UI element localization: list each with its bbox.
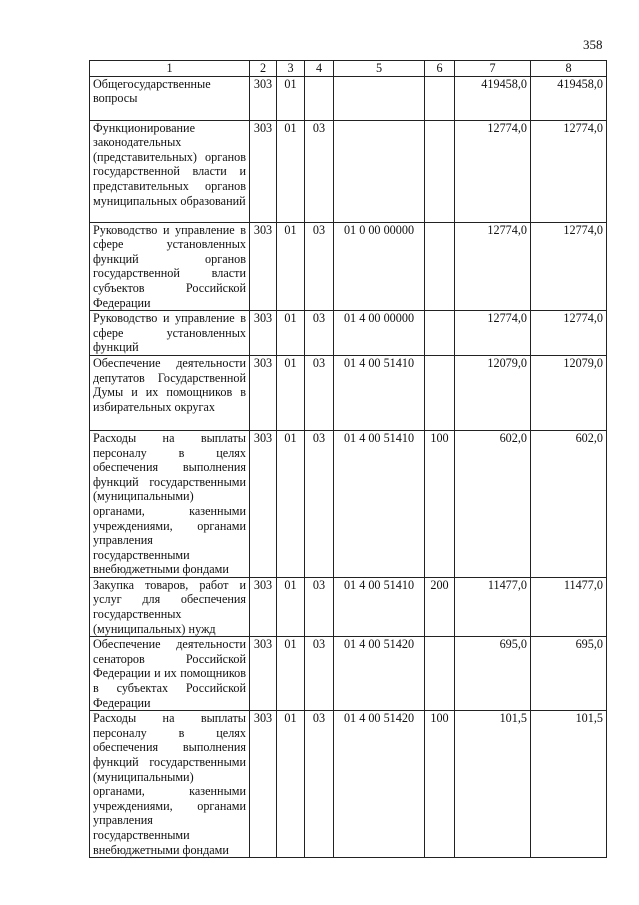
budget-table: [89, 60, 607, 858]
row-code-5: 01 4 00 51420: [334, 637, 425, 711]
row-amount-8: 419458,0: [531, 76, 607, 120]
row-code-3: 01: [277, 222, 305, 311]
row-code-4: 03: [305, 311, 334, 356]
row-amount-7: 419458,0: [455, 76, 531, 120]
row-amount-7: 12774,0: [455, 222, 531, 311]
row-code-6: [425, 355, 455, 430]
row-amount-8: 12774,0: [531, 222, 607, 311]
row-code-6: [425, 222, 455, 311]
row-name: Функционирование законодательных (представительных) органов государственной власти и представительных органов муниципальных образований: [90, 120, 250, 222]
row-code-2: 303: [250, 311, 277, 356]
row-code-5: 01 4 00 00000: [334, 311, 425, 356]
row-code-5: 01 4 00 51420: [334, 711, 425, 858]
header-col-3: 3: [277, 61, 305, 77]
row-name: Руководство и управление в сфере установленных функций: [90, 311, 250, 356]
row-code-2: 303: [250, 120, 277, 222]
row-code-6: 100: [425, 430, 455, 577]
row-code-6: 200: [425, 577, 455, 636]
row-amount-8: 12774,0: [531, 120, 607, 222]
row-code-4: 03: [305, 355, 334, 430]
row-amount-8: 11477,0: [531, 577, 607, 636]
table-row: [90, 637, 607, 711]
row-amount-8: 602,0: [531, 430, 607, 577]
table-row: [90, 711, 607, 858]
row-name: Расходы на выплаты персоналу в целях обеспечения выполнения функций государственными (муниципальными) органами, казенными учреждениями, органами управления государственными внебюджетными фондами: [90, 430, 250, 577]
table-row: [90, 76, 607, 120]
page-number: 358: [583, 37, 603, 52]
row-code-3: 01: [277, 711, 305, 858]
row-amount-7: 695,0: [455, 637, 531, 711]
table-row: [90, 311, 607, 356]
row-code-4: [305, 76, 334, 120]
row-amount-7: 11477,0: [455, 577, 531, 636]
row-code-3: 01: [277, 430, 305, 577]
row-code-4: 03: [305, 577, 334, 636]
row-code-5: 01 4 00 51410: [334, 577, 425, 636]
row-amount-8: 12079,0: [531, 355, 607, 430]
table-row: [90, 120, 607, 222]
row-code-4: 03: [305, 120, 334, 222]
header-col-7: 7: [455, 61, 531, 77]
row-code-4: 03: [305, 637, 334, 711]
row-code-2: 303: [250, 577, 277, 636]
table-row: [90, 222, 607, 311]
row-code-3: 01: [277, 76, 305, 120]
row-code-2: 303: [250, 355, 277, 430]
row-code-6: 100: [425, 711, 455, 858]
row-code-6: [425, 120, 455, 222]
header-col-4: 4: [305, 61, 334, 77]
row-code-4: 03: [305, 430, 334, 577]
header-col-1: 1: [90, 61, 250, 77]
row-code-4: 03: [305, 711, 334, 858]
table-row: [90, 430, 607, 577]
row-name: Обеспечение деятельности сенаторов Российской Федерации и их помощников в субъектах Российской Федерации: [90, 637, 250, 711]
row-code-2: 303: [250, 222, 277, 311]
row-code-2: 303: [250, 76, 277, 120]
row-amount-8: 695,0: [531, 637, 607, 711]
row-code-5: 01 4 00 51410: [334, 355, 425, 430]
table-row: [90, 577, 607, 636]
row-code-5: 01 4 00 51410: [334, 430, 425, 577]
row-code-6: [425, 76, 455, 120]
row-code-6: [425, 311, 455, 356]
row-amount-8: 12774,0: [531, 311, 607, 356]
row-code-2: 303: [250, 430, 277, 577]
row-code-5: [334, 120, 425, 222]
row-code-3: 01: [277, 577, 305, 636]
row-code-2: 303: [250, 637, 277, 711]
row-name: Расходы на выплаты персоналу в целях обеспечения выполнения функций государственными (муниципальными) органами, казенными учреждениями, органами управления государственными внебюджетными фондами: [90, 711, 250, 858]
header-row: [90, 61, 607, 77]
row-amount-7: 12774,0: [455, 120, 531, 222]
row-code-4: 03: [305, 222, 334, 311]
row-code-3: 01: [277, 637, 305, 711]
row-amount-7: 12774,0: [455, 311, 531, 356]
row-amount-7: 602,0: [455, 430, 531, 577]
row-code-3: 01: [277, 311, 305, 356]
header-col-2: 2: [250, 61, 277, 77]
row-name: Обеспечение деятельности депутатов Государственной Думы и их помощников в избирательных округах: [90, 355, 250, 430]
header-col-5: 5: [334, 61, 425, 77]
table-row: [90, 355, 607, 430]
row-name: Закупка товаров, работ и услуг для обеспечения государственных (муниципальных) нужд: [90, 577, 250, 636]
row-code-5: 01 0 00 00000: [334, 222, 425, 311]
row-name: Руководство и управление в сфере установленных функций органов государственной власти субъектов Российской Федерации: [90, 222, 250, 311]
row-amount-7: 12079,0: [455, 355, 531, 430]
row-code-2: 303: [250, 711, 277, 858]
row-name: Общегосударственные вопросы: [90, 76, 250, 120]
header-col-8: 8: [531, 61, 607, 77]
row-amount-8: 101,5: [531, 711, 607, 858]
row-code-3: 01: [277, 355, 305, 430]
row-code-6: [425, 637, 455, 711]
row-code-3: 01: [277, 120, 305, 222]
row-amount-7: 101,5: [455, 711, 531, 858]
row-code-5: [334, 76, 425, 120]
header-col-6: 6: [425, 61, 455, 77]
